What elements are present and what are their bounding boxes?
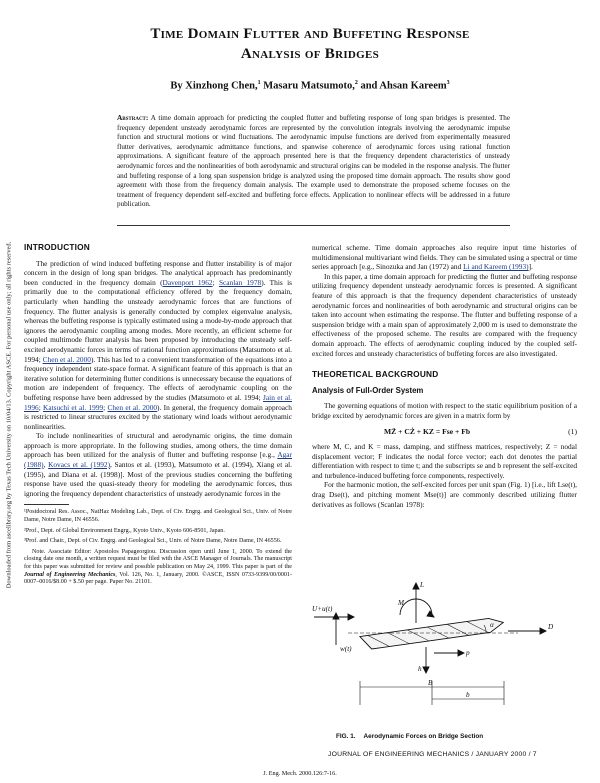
equation-1 <box>312 421 577 443</box>
figure-bridge-section <box>308 575 570 720</box>
citation-link[interactable]: Chen et al. 2000 <box>107 402 158 412</box>
abstract-rule <box>117 225 510 226</box>
label-B: B <box>428 679 433 687</box>
footnote-3: ³Prof. and Chair., Dept. of Civ. Engrg. and Geological Sci., Univ. of Notre Dame, Notre Dame, IN 46556. <box>24 538 282 545</box>
editorial-note: Note. Associate Editor: Apostolos Papageorgiou. Discussion open until June 1, 2000. To extend the closing date one month, a written request must be filed with the ASCE Manager of Journals. The manuscript for this paper was submitted for review and possible publication on May 24, 1999. This paper is part of the Journal of Engineering Mechanics, Vol. 126, No. 1, January, 2000. ©ASCE, ISSN 0733-9399/00/0001-0007–0016/$8.00 + $.50 per page. Paper No. 21101. <box>24 548 292 586</box>
arrowhead <box>423 667 429 673</box>
right-paragraph-1: In this paper, a time domain approach for predicting the flutter and buffeting response utilizing frequency dependent unsteady aerodynamic forces is presented. A significant feature of this approach is that the frequency dependent characteristics of unsteady aerodynamic forces and nonlinearities of both aerodynamic and structural origins can be taken into account when estimating the response. The flutter and buffeting response of a suspension bridge with a main span of approximately 2,000 m is used to demonstrate the effectiveness of the proposed scheme. The results are compared with the frequency domain approach. The effects of aerodynamic coupling induced by the coupled self-excited forces and unsteady characteristics of buffeting forces are also investigated. <box>312 271 577 358</box>
citation-link[interactable]: Scanlan 1978 <box>218 277 262 287</box>
title-line-2: Analysis of Bridges <box>240 46 380 62</box>
arrowhead <box>348 614 354 620</box>
citation-link[interactable]: Chen et al. 2000 <box>42 354 91 364</box>
intro-heading: INTRODUCTION <box>24 242 91 252</box>
intro-paragraph-2: To include nonlinearities of structural and aerodynamic origins, the time domain approach is more appropriate. In the following studies, among others, the time domain approach has been utilized for the analysis of flutter and buffeting response [e.g., Agar (1988), Kovacs et al. (1992), Santos et al. (1993), Matsumoto et al. (1994), Xiang et al. (1995), and Diana et al. (1998)]. Most of the previous studies concerning the buffeting response have used the quasi-steady theory for modeling the aerodynamic forces, thus ignoring the frequency dependent characteristics of unsteady aerodynamic forces in the <box>24 431 293 498</box>
label-b: b <box>466 691 470 699</box>
deck-section <box>360 616 505 650</box>
label-vertical-gust: w(t) <box>340 645 352 653</box>
title-line-1: Time Domain Flutter and Buffeting Response <box>150 26 470 42</box>
label-drag: D <box>548 623 554 631</box>
author-line: By Xinzhong Chen,$^1$ Masaru Matsumoto,$^2$ and Ahsan Kareem$^3$ <box>170 80 450 92</box>
running-footer: JOURNAL OF ENGINEERING MECHANICS / JANUARY 2000 / 7 <box>328 751 537 758</box>
paper-title <box>80 24 540 64</box>
right-paragraph-2: The governing equations of motion with respect to the static equilibrium position of a bridge excited by aerodynamic forces are given in a matrix form by <box>312 401 577 420</box>
arrowhead <box>540 628 546 634</box>
intro-paragraph-1: The prediction of wind induced buffeting response and flutter instability is of major concern in the design of long span bridges. The analytical approach has predominantly been conducted in the frequency domain (Davenport 1962; Scanlan 1978). This is primarily due to the computational efficiency offered by the frequency domain, particularly when handling the unsteady aerodynamic forces that are functions of frequency. The flutter analysis is generally conducted by complex eigenvalue analysis, whereas the buffeting response is typically estimated using a mode-by-mode approach that ignores the aerodynamic coupling among modes. More recently, an efficient scheme for coupled multimode flutter analysis has been proposed by introducing the unsteady self-excited aerodynamic forces in terms of rational function approximations (Matsumoto et al. 1994; Chen et al. 2000). This has led to a convenient transformation of the equations into a frequency independent state-space format. A significant feature of this approach is that an iterative solution for determining flutter conditions is unnecessary because the equations of motion are independent of frequency. The effects of aerodynamic coupling on the buffeting response have been addressed by the studies (Matsumoto et al. 1994; Jain et al. 1996; Katsuchi et al. 1999; Chen et al. 2000). In general, the frequency domain approach is restricted to linear structures excited by the stationary wind loads without aerodynamic nonlinearities. <box>24 258 292 431</box>
bottom-citation: J. Eng. Mech. 2000.126:7-16. <box>263 770 337 777</box>
equation-body: MZ̈ + CŻ + KZ = Fse + Fb <box>384 426 471 436</box>
footnote-2: ²Prof., Dept. of Global Environment Engrg., Kyoto Univ., Kyoto 606-8501, Japan. <box>24 527 225 534</box>
footnotes <box>24 509 292 586</box>
abstract-label: Abstract: <box>117 113 149 122</box>
arrowhead <box>333 613 339 619</box>
label-wind-speed: U+u(t) <box>312 605 333 613</box>
figure-caption-text: Aerodynamic Forces on Bridge Section <box>363 733 484 740</box>
figure-caption <box>336 733 483 740</box>
figure-caption-label: FIG. 1. <box>336 733 356 740</box>
footnote-rule <box>24 504 69 505</box>
citation-link[interactable]: Agar (1988) <box>24 450 292 470</box>
label-sway: p <box>466 649 470 657</box>
abstract-text: A time domain approach for predicting the coupled flutter and buffeting response of long span bridges is presented. The frequency dependent unsteady aerodynamic forces are represented by the convolution integrals involving the aerodynamic impulse function and structural motions or wind fluctuations. The aerodynamic impulse functions are derived from experimentally measured flutter derivatives, aerodynamic admittance functions, and spanwise coherence of aerodynamic forces using rational function approximations. A significant feature of the approach presented here is that the frequency dependent characteristics of unsteady aerodynamic forces and the nonlinearities of both aerodynamic and structural origins can be modeled in the response analysis. The flutter and buffeting response of a long span suspension bridge is analyzed using the proposed time domain approach. The results show good agreement with those from the frequency domain analysis. The example used to demonstrate the proposed scheme focuses on the treatment of frequency dependent self-excited and buffeting force effects. Application to nonlinear effects will be addressed in a future publication. <box>117 114 510 209</box>
citation-link[interactable]: Katsuchi et al. 1999 <box>43 402 104 412</box>
arrowhead <box>413 583 419 589</box>
full-order-subheading: Analysis of Full-Order System <box>312 385 424 395</box>
label-lift: L <box>420 581 424 589</box>
equation-number: (1) <box>568 426 577 436</box>
citation-link[interactable]: Li and Kareem (1993) <box>463 262 529 272</box>
citation-link[interactable]: Kovacs et al. (1992) <box>48 460 111 470</box>
theory-heading: THEORETICAL BACKGROUND <box>312 369 439 380</box>
left-column <box>24 243 292 590</box>
abstract <box>117 113 510 210</box>
citation-link[interactable]: Jain et al. 1996 <box>24 392 292 412</box>
label-heave: h <box>418 665 422 673</box>
footnote-1: ¹Postdoctoral Res. Assoc., NatHaz Modeling Lab., Dept. of Civ. Engrg. and Geological Sci., Univ. of Notre Dame, Notre Dame, IN 46556. <box>24 509 292 524</box>
right-paragraph-0: numerical scheme. Time domain approaches also require input time histories of multidimensional multivariant wind fields. They can be simulated using a spectral or time series approach [e.g., Sinozuka and Jan (1972) and Li and Kareem (1993)]. <box>312 243 577 272</box>
download-notice: Downloaded from ascelibrary.org by Texas Tech University on 10/04/13. Copyright ASCE. For personal use only; all rights reserved. <box>5 241 13 589</box>
arrowhead <box>427 611 434 617</box>
citation-link[interactable]: Davenport 1962 <box>162 277 213 287</box>
arrowhead <box>458 650 464 656</box>
right-paragraph-3: where M, C, and K = mass, damping, and stiffness matrices, respectively; Z = nodal displacement vector; F indicates the nodal force vector; each dot denotes the partial differentiation with respect to time t; and the subscripts se and b represent the self-excited and turbulence-induced buffeting force components, respectively. <box>312 442 577 480</box>
label-moment: M <box>398 599 404 607</box>
label-pitch: α <box>490 621 494 629</box>
right-column <box>312 243 577 509</box>
right-paragraph-4: For the harmonic motion, the self-excited forces per unit span (Fig. 1) [i.e., lift Lse(t), drag Dse(t), and pitching moment Mse(t)] are commonly described utilizing flutter derivatives as follows (Scanlan 1978): <box>312 480 577 509</box>
